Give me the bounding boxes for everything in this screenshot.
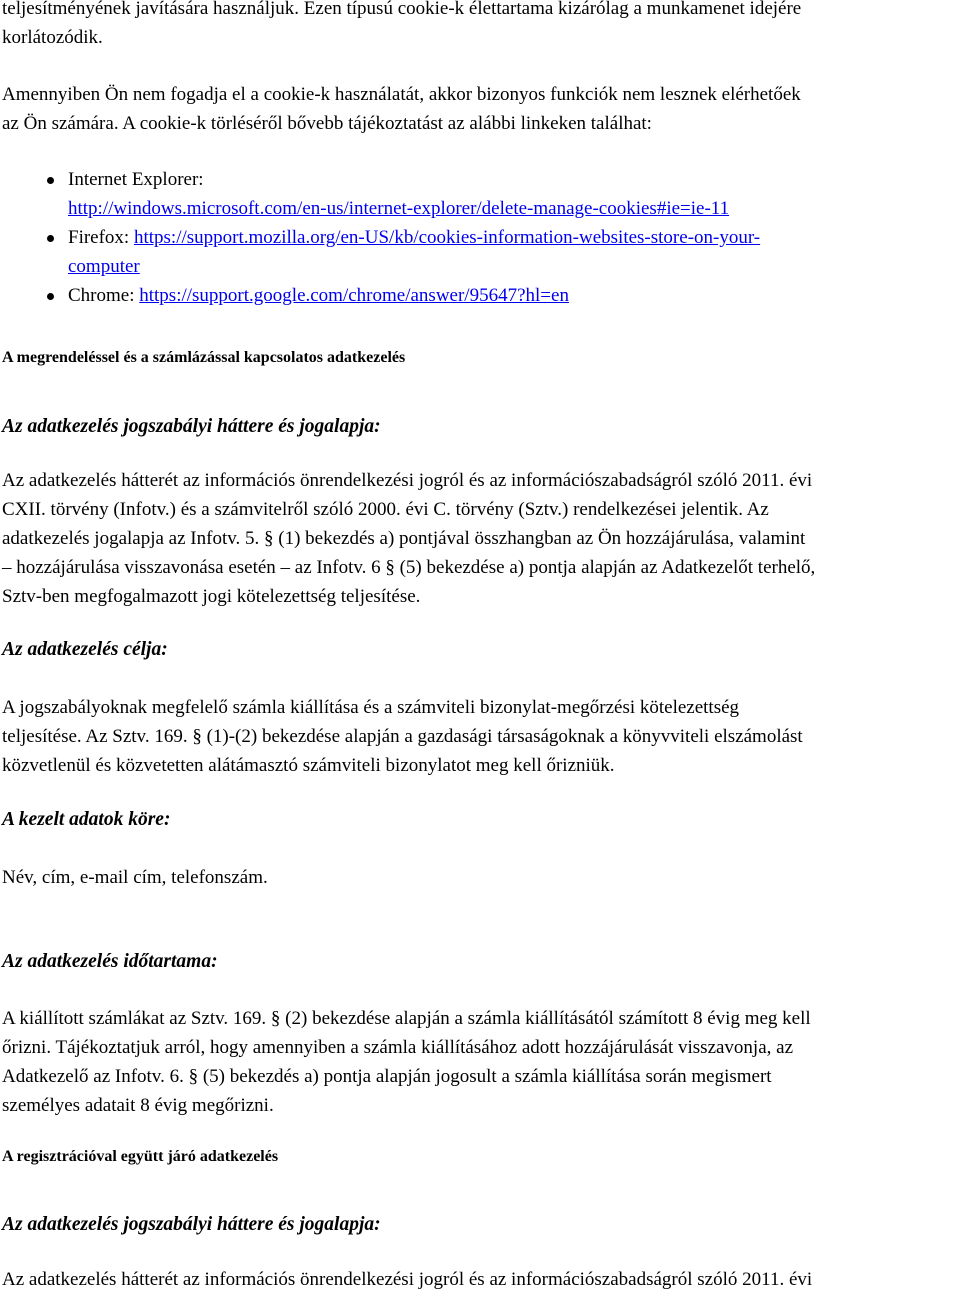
internet-explorer-link[interactable]: http://windows.microsoft.com/en-us/internet-explorer/delete-manage-cookies#ie=ie-11 bbox=[68, 198, 730, 219]
intro-line: teljesítményének javítására használjuk. Ezen típusú cookie-k élettartama kizárólag a munkamenet idejére bbox=[2, 0, 802, 19]
purpose-paragraph bbox=[2, 693, 803, 780]
purpose-heading: Az adatkezelés célja: bbox=[2, 639, 168, 660]
legal-basis-paragraph bbox=[2, 466, 815, 611]
purpose-line: teljesítése. Az Sztv. 169. § (1)-(2) bekezdése alapján a gazdasági társaságoknak a könyvviteli elszámolást bbox=[2, 726, 803, 747]
firefox-link-continued[interactable]: computer bbox=[68, 256, 140, 277]
bullet-icon bbox=[47, 177, 54, 184]
duration-line: személyes adatait 8 évig megőrizni. bbox=[2, 1095, 274, 1116]
list-item-chrome bbox=[2, 281, 760, 310]
bullet-icon bbox=[47, 235, 54, 242]
legal-basis-heading: Az adatkezelés jogszabályi háttere és jogalapja: bbox=[2, 416, 381, 437]
legal-basis-line: – hozzájárulása visszavonása esetén – az Infotv. 6 § (5) bekezdése a) pontja alapján az Adatkezelőt terhelő, bbox=[2, 557, 816, 578]
intro-line: korlátozódik. bbox=[2, 27, 103, 48]
list-item-internet-explorer bbox=[2, 165, 760, 223]
firefox-link[interactable]: https://support.mozilla.org/en-US/kb/cookies-information-websites-store-on-your- bbox=[133, 227, 761, 248]
purpose-line: közvetlenül és közvetetten alátámasztó számviteli bizonylatot meg kell őrizniük. bbox=[2, 755, 615, 776]
data-scope-heading: A kezelt adatok köre: bbox=[2, 809, 171, 830]
cookie-line: az Ön számára. A cookie-k törléséről bővebb tájékoztatást az alábbi linkeken találhat: bbox=[2, 113, 652, 134]
data-scope-paragraph bbox=[2, 863, 268, 892]
browser-label: Chrome: bbox=[68, 285, 135, 306]
duration-line: Adatkezelő az Infotv. 6. § (5) bekezdés a) pontja alapján jogosult a számla kiállítása során megismert bbox=[2, 1066, 772, 1087]
bullet-icon bbox=[47, 293, 54, 300]
chrome-link[interactable]: https://support.google.com/chrome/answer/95647?hl=en bbox=[139, 285, 569, 306]
legal-basis-line: Sztv-ben megfogalmazott jogi kötelezettség teljesítése. bbox=[2, 586, 421, 607]
legal-basis-line: Az adatkezelés hátterét az információs önrendelkezési jogról és az információszabadságról szóló 2011. évi bbox=[2, 470, 813, 491]
legal-basis-line: adatkezelés jogalapja az Infotv. 5. § (1) bekezdés a) pontjával összhangban az Ön hozzájárulása, valamint bbox=[2, 528, 806, 549]
duration-line: A kiállított számlákat az Sztv. 169. § (2) bekezdése alapján a számla kiállításától számított 8 évig meg kell bbox=[2, 1008, 811, 1029]
legal-basis-line: CXII. törvény (Infotv.) és a számvitelről szóló 2000. évi C. törvény (Sztv.) rendelkezései jelentik. Az bbox=[2, 499, 769, 520]
list-item-firefox bbox=[2, 223, 760, 281]
cookie-line: Amennyiben Ön nem fogadja el a cookie-k használatát, akkor bizonyos funkciók nem lesznek elérhetőek bbox=[2, 84, 801, 105]
duration-heading: Az adatkezelés időtartama: bbox=[2, 951, 218, 972]
legal-basis-heading-2: Az adatkezelés jogszabályi háttere és jogalapja: bbox=[2, 1214, 381, 1235]
cookie-paragraph bbox=[2, 80, 801, 138]
data-scope-line: Név, cím, e-mail cím, telefonszám. bbox=[2, 867, 268, 888]
section-heading-registration: A regisztrációval együtt járó adatkezelés bbox=[2, 1148, 279, 1165]
intro-paragraph bbox=[2, 0, 801, 52]
legal-basis-line: Az adatkezelés hátterét az információs önrendelkezési jogról és az információszabadságról szóló 2011. évi bbox=[2, 1269, 813, 1290]
section-heading-ordering: A megrendeléssel és a számlázással kapcsolatos adatkezelés bbox=[2, 349, 406, 366]
legal-basis-paragraph-2 bbox=[2, 1265, 812, 1294]
duration-line: őrizni. Tájékoztatjuk arról, hogy amennyiben a számla kiállításához adott hozzájárulását visszavonja, az bbox=[2, 1037, 794, 1058]
browser-links-list bbox=[2, 165, 760, 310]
browser-label: Internet Explorer: bbox=[68, 169, 204, 190]
duration-paragraph bbox=[2, 1004, 811, 1120]
browser-label: Firefox: bbox=[68, 227, 130, 248]
purpose-line: A jogszabályoknak megfelelő számla kiállítása és a számviteli bizonylat-megőrzési kötelezettség bbox=[2, 697, 740, 718]
